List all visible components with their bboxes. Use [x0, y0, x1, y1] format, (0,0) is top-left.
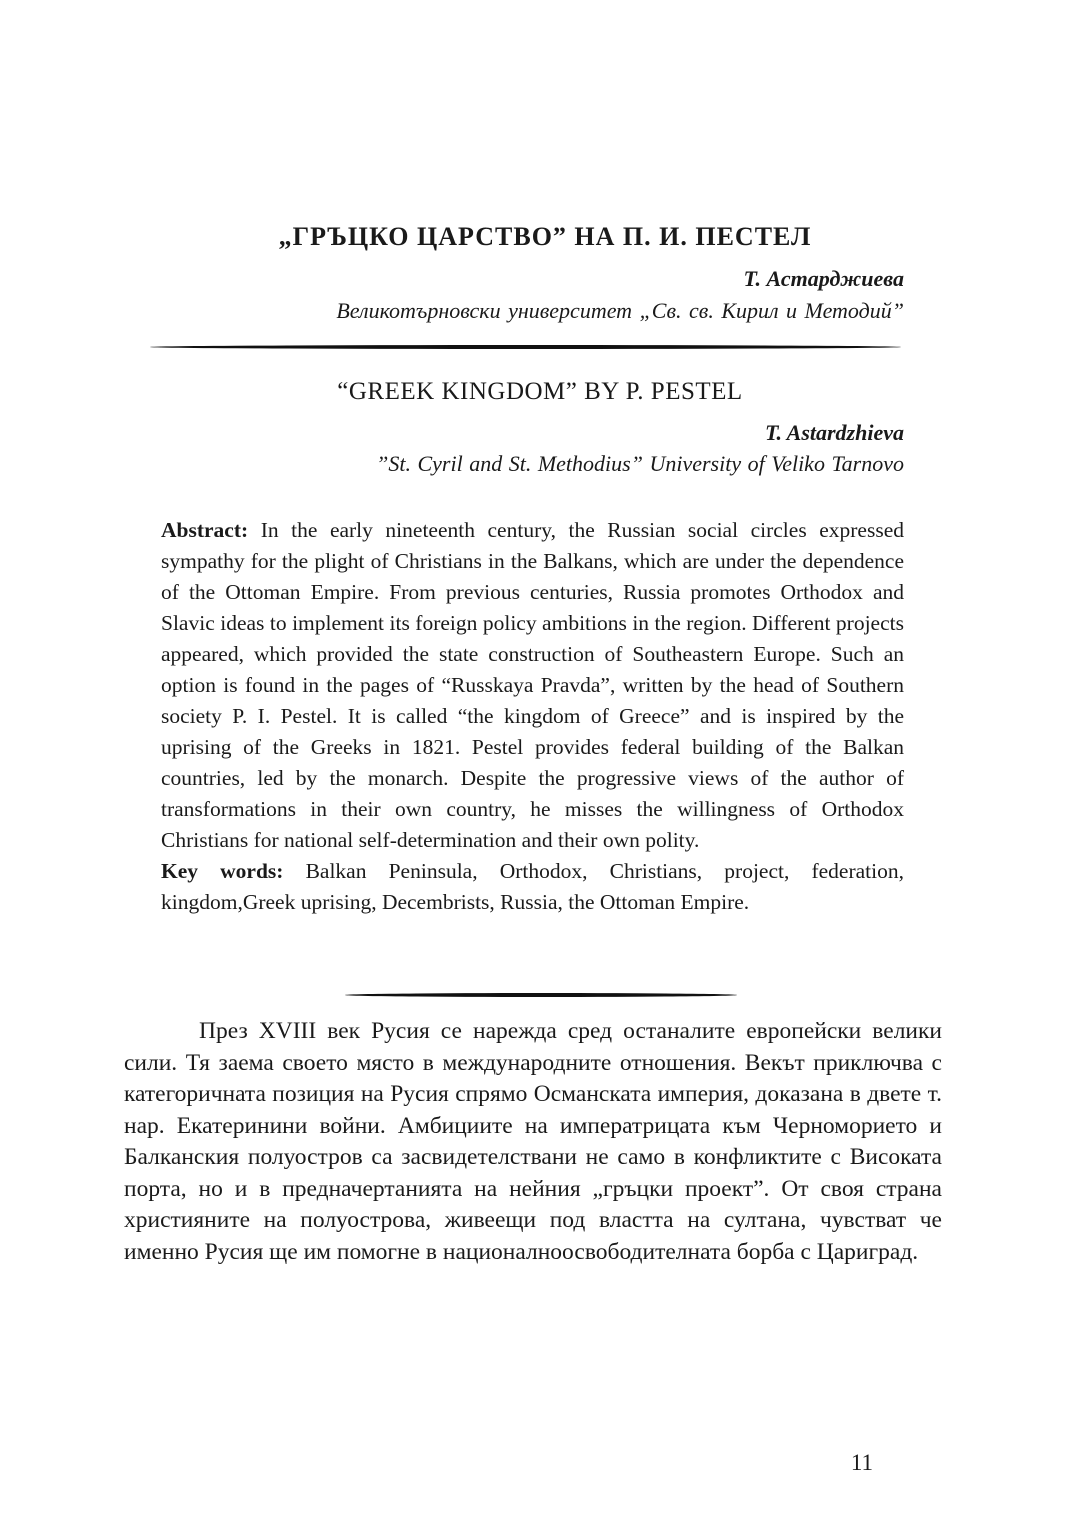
keywords-label: Key words: — [161, 859, 284, 883]
bulgarian-affiliation: Великотърновски университет „Св. св. Кирил и Методий” — [336, 298, 904, 323]
english-author: T. Astardzhieva — [765, 420, 904, 445]
bulgarian-author: Т. Астарджиева — [743, 266, 904, 291]
keywords-paragraph — [161, 856, 904, 918]
abstract-block — [161, 515, 904, 918]
abstract-label: Abstract: — [161, 518, 249, 542]
abstract-paragraph — [161, 515, 904, 856]
keywords-text: Balkan Peninsula, Orthodox, Christians, project, federation, kingdom,Greek uprising, Decembrists, Russia, the Ottoman Empire. — [161, 859, 905, 914]
abstract-divider — [345, 993, 737, 997]
header-divider — [150, 345, 901, 349]
english-title: “GREEK KINGDOM” BY P. PESTEL — [337, 378, 743, 405]
abstract-text: In the early nineteenth century, the Russian social circles expressed sympathy for the plight of Christians in the Balkans, which are under the dependence of the Ottoman Empire. From previous centuries, Russia promotes Orthodox and Slavic ideas to implement its foreign policy ambitions in the region. Different projects appeared, which provided the state construction of Southeastern Europe. Such an option is found in the pages of “Russkaya Pravda”, written by the head of Southern society P. I. Pestel. It is called “the kingdom of Greece” and is inspired by the uprising of the Greeks in 1821. Pestel provides federal building of the Balkan countries, led by the monarch. Despite the progressive views of the author of transformations in their own country, he misses the willingness of Orthodox Christians for national self-determination and their own polity. — [161, 518, 904, 852]
english-affiliation: ”St. Cyril and St. Methodius” University of Veliko Tarnovo — [376, 451, 904, 476]
body-text — [124, 1016, 942, 1268]
page-number: 11 — [850, 1450, 873, 1475]
bulgarian-title: „ГРЪЦКО ЦАРСТВО” НА П. И. ПЕСТЕЛ — [278, 222, 812, 251]
body-paragraph: През XVIII век Русия се нарежда сред останалите европейски велики сили. Тя заема своето място в международните отношения. Векът приключва с категоричната позиция на Русия спрямо Османската империя, доказана в двете т. нар. Екатеринини войни. Амбициите на императрицата към Черноморието и Балканския полуостров са засвидетелствани не само в конфликтите с Високата порта, но и в предначертанията на нейния „гръцки проект”. От своя страна християните на полуострова, живеещи под властта на султана, чувстват че именно Русия ще им помогне в националноосвободителната борба с Цариград. — [124, 1018, 942, 1265]
